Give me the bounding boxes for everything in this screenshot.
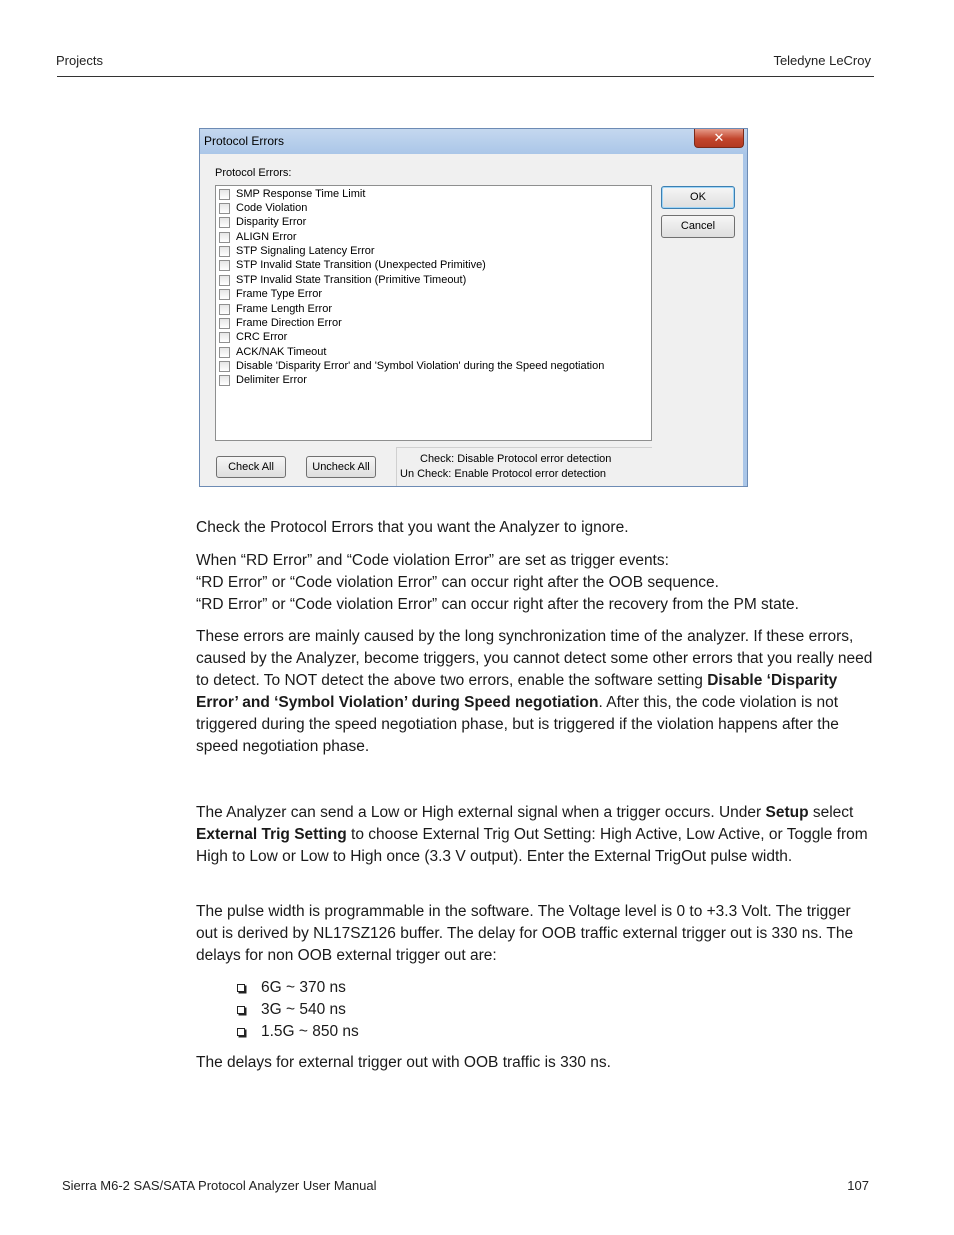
checkbox[interactable]	[219, 246, 230, 257]
list-item[interactable]: Code Violation	[219, 201, 307, 215]
external-trig-setting-name: External Trig Setting	[196, 826, 347, 843]
checkbox[interactable]	[219, 189, 230, 200]
header-rule	[57, 76, 874, 77]
dialog-title: Protocol Errors	[204, 134, 285, 148]
dialog-title-bar	[200, 129, 748, 154]
trigger-events-line-3: “RD Error” or “Code violation Error” can occur right after the recovery from the PM state.	[196, 596, 799, 613]
list-item[interactable]: SMP Response Time Limit	[219, 187, 365, 201]
list-item[interactable]: STP Invalid State Transition (Unexpected Primitive)	[219, 258, 486, 272]
hint-uncheck-text: Un Check: Enable Protocol error detection	[400, 468, 607, 480]
page-number: 107	[847, 1178, 869, 1193]
list-item: 1.5G ~ 850 ns	[237, 1021, 359, 1043]
list-item[interactable]: Delimiter Error	[219, 373, 307, 387]
checkbox[interactable]	[219, 232, 230, 243]
list-item[interactable]: Frame Length Error	[219, 302, 332, 316]
protocol-errors-dialog-screenshot	[199, 128, 748, 487]
footer-manual-title: Sierra M6-2 SAS/SATA Protocol Analyzer User Manual	[62, 1178, 377, 1193]
trigger-events-line-2: “RD Error” or “Code violation Error” can occur right after the OOB sequence.	[196, 574, 719, 591]
checkbox-bullet-icon	[237, 1028, 245, 1036]
checkbox[interactable]	[219, 375, 230, 386]
paragraph-oob-delay: The delays for external trigger out with OOB traffic is 330 ns.	[196, 1054, 611, 1071]
close-icon[interactable]: ✕	[694, 129, 744, 148]
checkbox[interactable]	[219, 318, 230, 329]
running-header-section: Projects	[56, 53, 103, 68]
hint-check-text: Check: Disable Protocol error detection	[420, 453, 612, 465]
list-item[interactable]: CRC Error	[219, 330, 287, 344]
list-item: 6G ~ 370 ns	[237, 977, 359, 999]
paragraph-trigger-events	[196, 550, 876, 616]
check-all-button[interactable]: Check All	[216, 456, 286, 478]
list-item[interactable]: Disable 'Disparity Error' and 'Symbol Violation' during the Speed negotiation	[219, 359, 604, 373]
checkbox[interactable]	[219, 361, 230, 372]
list-item[interactable]: ALIGN Error	[219, 230, 297, 244]
checkbox[interactable]	[219, 275, 230, 286]
cancel-button[interactable]: Cancel	[661, 215, 735, 238]
checkbox[interactable]	[219, 203, 230, 214]
setting-name: Disable ‘Disparity Error’ and ‘Symbol Violation’ during Speed negotiation	[196, 672, 838, 711]
trigger-events-line-1: When “RD Error” and “Code violation Error” are set as trigger events:	[196, 552, 669, 569]
list-item[interactable]: STP Invalid State Transition (Primitive Timeout)	[219, 273, 466, 287]
paragraph-pulse-width: The pulse width is programmable in the software. The Voltage level is 0 to +3.3 Volt. The trigger out is derived by NL17SZ126 buffer. The delay for OOB traffic external trigger out is 330 ns. The delays for non OOB external trigger out are:	[196, 903, 854, 964]
checkbox[interactable]	[219, 289, 230, 300]
list-item[interactable]: ACK/NAK Timeout	[219, 345, 326, 359]
paragraph-sync-errors: These errors are mainly caused by the long synchronization time of the analyzer. If these errors, caused by the Analyzer, become triggers, you cannot detect some other errors that you really need to detect. To NOT detect the above two errors, enable the software setting Disable ‘Disparity Error’ and ‘Symbol Violation’ during Speed negotiation. After this, the code violation is not triggered during the speed negotiation phase, but is triggered if the violation happens after the speed negotiation phase.	[196, 628, 873, 755]
delay-list	[237, 977, 359, 1043]
protocol-errors-group-label: Protocol Errors:	[215, 167, 292, 179]
ok-button[interactable]: OK	[661, 186, 735, 209]
checkbox-bullet-icon	[237, 984, 245, 992]
list-item: 3G ~ 540 ns	[237, 999, 359, 1021]
list-item[interactable]: Frame Type Error	[219, 287, 322, 301]
list-item[interactable]: Disparity Error	[219, 215, 306, 229]
list-item[interactable]: STP Signaling Latency Error	[219, 244, 375, 258]
checkbox[interactable]	[219, 332, 230, 343]
protocol-errors-list[interactable]	[215, 185, 652, 441]
checkbox[interactable]	[219, 347, 230, 358]
paragraph-external-trigger: The Analyzer can send a Low or High external signal when a trigger occurs. Under Setup select External Trig Setting to choose External Trig Out Setting: High Active, Low Active, or Toggle from High to Low or Low to High once (3.3 V output). Enter the External TrigOut pulse width.	[196, 804, 868, 865]
running-header-company: Teledyne LeCroy	[773, 53, 871, 68]
checkbox[interactable]	[219, 304, 230, 315]
dialog-frame-edge	[743, 154, 747, 487]
setup-menu-name: Setup	[765, 804, 809, 821]
uncheck-all-button[interactable]: Uncheck All	[306, 456, 376, 478]
paragraph-intro: Check the Protocol Errors that you want the Analyzer to ignore.	[196, 519, 629, 536]
checkbox[interactable]	[219, 260, 230, 271]
list-item[interactable]: Frame Direction Error	[219, 316, 342, 330]
checkbox-bullet-icon	[237, 1006, 245, 1014]
checkbox[interactable]	[219, 217, 230, 228]
